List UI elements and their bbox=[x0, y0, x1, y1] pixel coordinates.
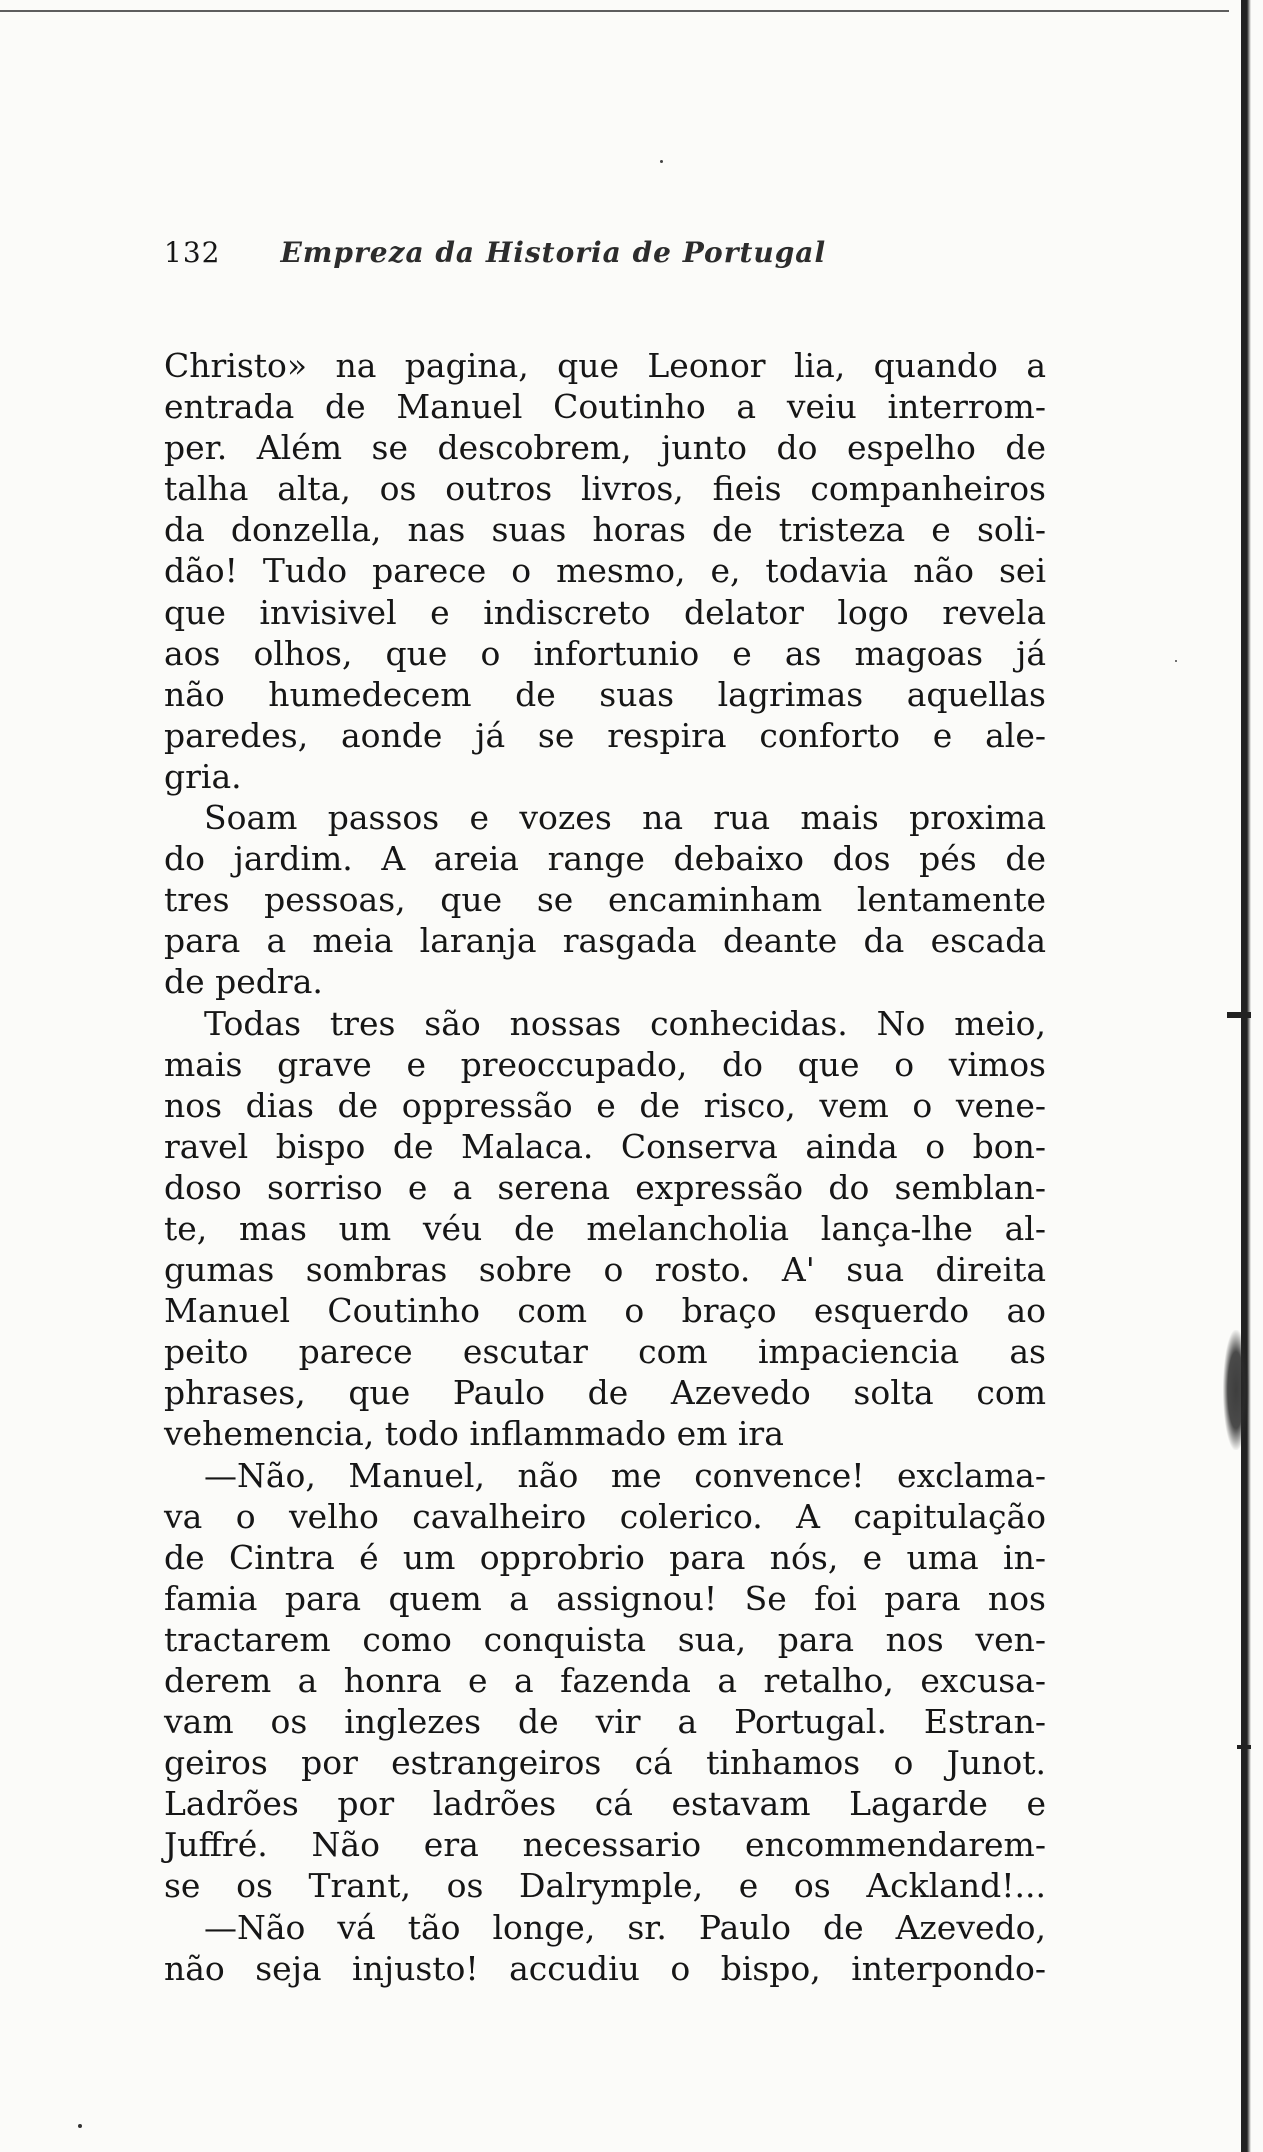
text-line: nos dias de oppressão e de risco, vem o vene- bbox=[164, 1085, 1046, 1125]
text-line: phrases, que Paulo de Azevedo solta com bbox=[164, 1373, 1046, 1413]
text-line: —Não, Manuel, não me convence! exclama- bbox=[204, 1455, 1046, 1495]
text-line: famia para quem a assignou! Se foi para nos bbox=[164, 1578, 1046, 1618]
text-line: tractarem como conquista sua, para nos ven- bbox=[164, 1619, 1046, 1659]
text-line: Todas tres são nossas conhecidas. No meio, bbox=[204, 1003, 1046, 1043]
text-line: Christo» na pagina, que Leonor lia, quando a bbox=[164, 346, 1046, 385]
text-line: aos olhos, que o infortunio e as magoas já bbox=[164, 633, 1046, 673]
text-line: que invisivel e indiscreto delator logo revela bbox=[164, 592, 1046, 632]
page-binding-edge bbox=[1229, 0, 1263, 2152]
text-line: gumas sombras sobre o rosto. A' sua direita bbox=[164, 1250, 1046, 1290]
text-line: se os Trant, os Dalrymple, e os Ackland!... bbox=[164, 1866, 1046, 1906]
text-line: doso sorriso e a serena expressão do semblan- bbox=[164, 1167, 1046, 1207]
text-line: geiros por estrangeiros cá tinhamos o Junot. bbox=[164, 1743, 1046, 1783]
text-line: entrada de Manuel Coutinho a veiu interrom- bbox=[164, 387, 1046, 427]
text-line: Manuel Coutinho com o braço esquerdo ao bbox=[164, 1291, 1046, 1331]
body-text bbox=[164, 345, 1046, 1989]
page-header bbox=[164, 236, 1064, 276]
text-line: derem a honra e a fazenda a retalho, excusa- bbox=[164, 1661, 1046, 1700]
page-top-edge bbox=[0, 10, 1230, 12]
scan-speck bbox=[1175, 660, 1177, 662]
text-line: dão! Tudo parece o mesmo, e, todavia não sei bbox=[164, 551, 1046, 591]
scan-speck bbox=[660, 160, 663, 163]
scan-speck bbox=[78, 2124, 82, 2128]
text-line: vam os inglezes de vir a Portugal. Estran- bbox=[164, 1702, 1046, 1742]
page-number: 132 bbox=[164, 236, 221, 269]
text-line: mais grave e preoccupado, do que o vimos bbox=[164, 1044, 1046, 1084]
running-title: Empreza da Historia de Portugal bbox=[280, 236, 827, 269]
binding-mark bbox=[1237, 1745, 1251, 1749]
text-line: Ladrões por ladrões cá estavam Lagarde e bbox=[164, 1784, 1046, 1824]
ink-blot bbox=[1223, 1330, 1249, 1450]
text-line: talha alta, os outros livros, fieis companheiros bbox=[164, 469, 1046, 509]
text-line: de Cintra é um opprobrio para nós, e uma in- bbox=[164, 1537, 1046, 1577]
text-line: —Não vá tão longe, sr. Paulo de Azevedo, bbox=[204, 1907, 1046, 1947]
text-line: vehemencia, todo inflammado em ira bbox=[164, 1414, 784, 1454]
text-line: te, mas um véu de melancholia lança-lhe al- bbox=[164, 1208, 1046, 1248]
text-line: da donzella, nas suas horas de tristeza e soli- bbox=[164, 510, 1046, 550]
text-line: per. Além se descobrem, junto do espelho de bbox=[164, 428, 1046, 468]
text-line: ravel bispo de Malaca. Conserva ainda o bon- bbox=[164, 1126, 1046, 1166]
text-line: peito parece escutar com impaciencia as bbox=[164, 1332, 1046, 1372]
text-line: Soam passos e vozes na rua mais proxima bbox=[204, 798, 1046, 838]
text-line: tres pessoas, que se encaminham lentamente bbox=[164, 880, 1046, 920]
text-line: Juffré. Não era necessario encommendarem- bbox=[164, 1825, 1046, 1865]
text-line: paredes, aonde já se respira conforto e ale- bbox=[164, 715, 1046, 755]
binding-mark bbox=[1227, 1012, 1251, 1018]
text-line: não humedecem de suas lagrimas aquellas bbox=[164, 674, 1046, 714]
text-line: para a meia laranja rasgada deante da escada bbox=[164, 921, 1046, 961]
text-line: gria. bbox=[164, 756, 242, 796]
text-line: do jardim. A areia range debaixo dos pés de bbox=[164, 839, 1046, 879]
text-line: não seja injusto! accudiu o bispo, interpondo- bbox=[164, 1948, 1046, 1988]
text-line: va o velho cavalheiro colerico. A capitulação bbox=[164, 1496, 1046, 1536]
text-line: de pedra. bbox=[164, 962, 323, 1002]
